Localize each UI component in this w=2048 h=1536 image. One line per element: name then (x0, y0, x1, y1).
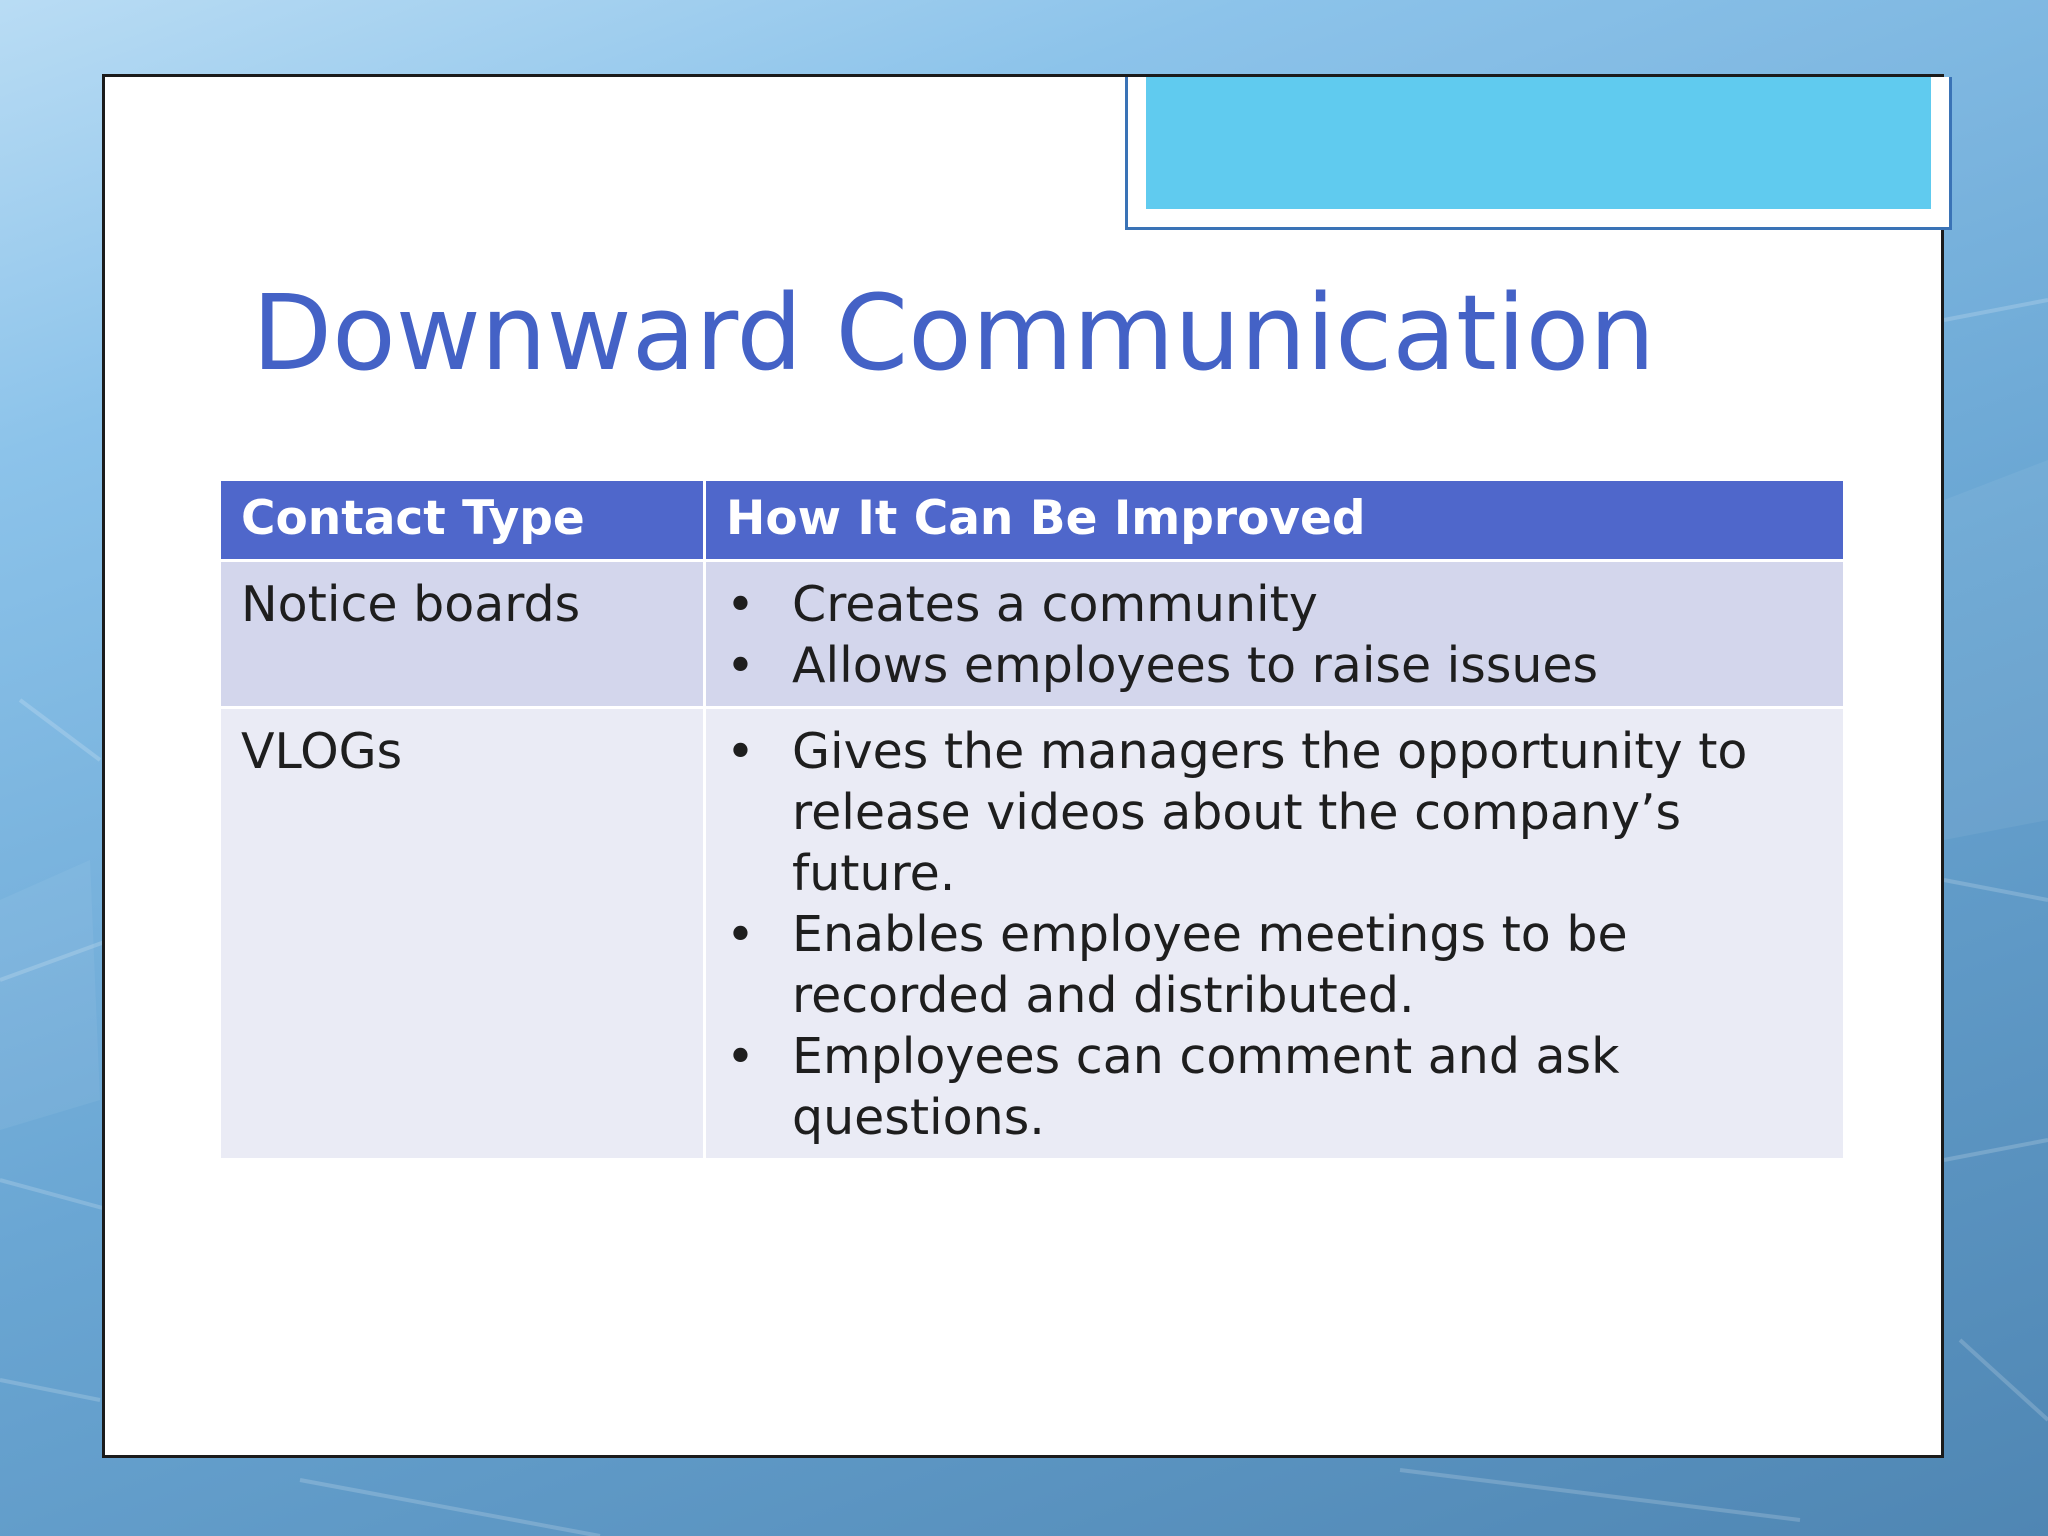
header-contact-type: Contact Type (220, 480, 705, 561)
bullet-text: Allows employees to raise issues (792, 637, 1599, 694)
table-row (220, 708, 1845, 1160)
bullet-text: Employees can comment and ask questions. (792, 1028, 1620, 1146)
bullet-text: Gives the managers the opportunity to release videos about the company’s future. (792, 723, 1748, 902)
bullet-icon: • (726, 1028, 755, 1085)
table-row (220, 561, 1845, 708)
accent-fill (1146, 77, 1931, 209)
bullet-item (726, 574, 1823, 635)
bullet-list (726, 574, 1823, 696)
improvements-cell (705, 708, 1845, 1160)
bullet-icon: • (726, 723, 755, 780)
bullet-icon: • (726, 637, 755, 694)
communication-table (218, 478, 1846, 1161)
bullet-item (726, 904, 1823, 1026)
bullet-item (726, 1026, 1823, 1148)
bullet-icon: • (726, 906, 755, 963)
bullet-text: Enables employee meetings to be recorded and distributed. (792, 906, 1628, 1024)
slide-title: Downward Communication (252, 272, 1656, 394)
contact-type-cell: Notice boards (220, 561, 705, 708)
bullet-text: Creates a community (792, 576, 1318, 633)
bullet-list (726, 721, 1823, 1148)
bullet-item (726, 721, 1823, 904)
contact-type-cell: VLOGs (220, 708, 705, 1160)
table-header-row (220, 480, 1845, 561)
header-how-improved: How It Can Be Improved (705, 480, 1845, 561)
bullet-icon: • (726, 576, 755, 633)
accent-box (1125, 77, 1952, 230)
bullet-item (726, 635, 1823, 696)
improvements-cell (705, 561, 1845, 708)
